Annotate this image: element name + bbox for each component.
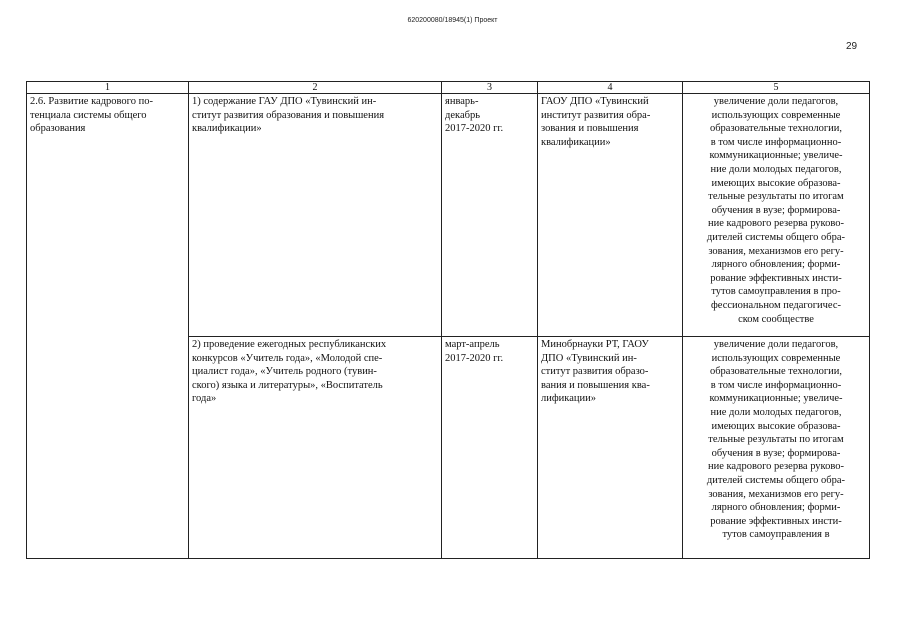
- activity-text: 1) содержание ГАУ ДПО «Тувинский ин- ститут развития образования и повышения квалификации»: [192, 96, 385, 135]
- column-header-3: 3: [442, 82, 538, 94]
- result-text: увеличение доли педагогов, использующих современные образовательные технологии, в том числе информационно- коммуникационные; увеличе- ние доли молодых педагогов, имеющих высокие образова- тельные результаты по итогам обучения в вузе; формирова- ние кадрового резерва руково- дителей системы общего обра- зования, механизмов его регу- лярного обновления; форми- рование эффективных инсти- тутов самоуправления в: [706, 339, 846, 541]
- executor-cell: [538, 337, 683, 559]
- table-header-row: [27, 82, 870, 94]
- result-text: увеличение доли педагогов, использующих современные образовательные технологии, в том числе информационно- коммуникационные; увеличе- ние доли молодых педагогов, имеющих высокие образова- тельные результаты по итогам обучения в вузе; формирова- ние кадрового резерва руково- дителей системы общего обра- зования, механизмов его регу- лярного обновления; форми- рование эффективных инсти- тутов самоуправления в про- фессиональном педагогичес- ском сообществе: [706, 96, 846, 325]
- activity-text: 2) проведение ежегодных республиканских конкурсов «Учитель года», «Молодой спе- циалист года», «Учитель родного (тувин- ского) языка и литературы», «Воспитатель года»: [192, 339, 387, 405]
- activities-table: [26, 81, 870, 559]
- period-text: март-апрель 2017-2020 гг.: [445, 339, 504, 364]
- section-title: 2.6. Развитие кадрового по- тенциала системы общего образования: [30, 96, 153, 135]
- period-cell: [442, 337, 538, 559]
- column-header-4: 4: [538, 82, 683, 94]
- page-number: 29: [846, 41, 858, 52]
- result-cell: [683, 94, 870, 337]
- period-cell: [442, 94, 538, 337]
- activity-cell: [189, 337, 442, 559]
- document-id-header: 620200080/18945(1) Проект: [407, 17, 498, 24]
- column-header-2: 2: [189, 82, 442, 94]
- result-cell: [683, 337, 870, 559]
- activity-cell: [189, 94, 442, 337]
- period-text: январь- декабрь 2017-2020 гг.: [445, 96, 504, 135]
- executor-text: ГАОУ ДПО «Тувинский институт развития обра- зования и повышения квалификации»: [541, 96, 651, 148]
- executor-text: Минобрнауки РТ, ГАОУ ДПО «Тувинский ин- ститут развития образо- вания и повышения ква- лификации»: [541, 339, 650, 405]
- table-row: [27, 94, 870, 337]
- executor-cell: [538, 94, 683, 337]
- column-header-5: 5: [683, 82, 870, 94]
- column-header-1: 1: [27, 82, 189, 94]
- section-cell: [27, 94, 189, 559]
